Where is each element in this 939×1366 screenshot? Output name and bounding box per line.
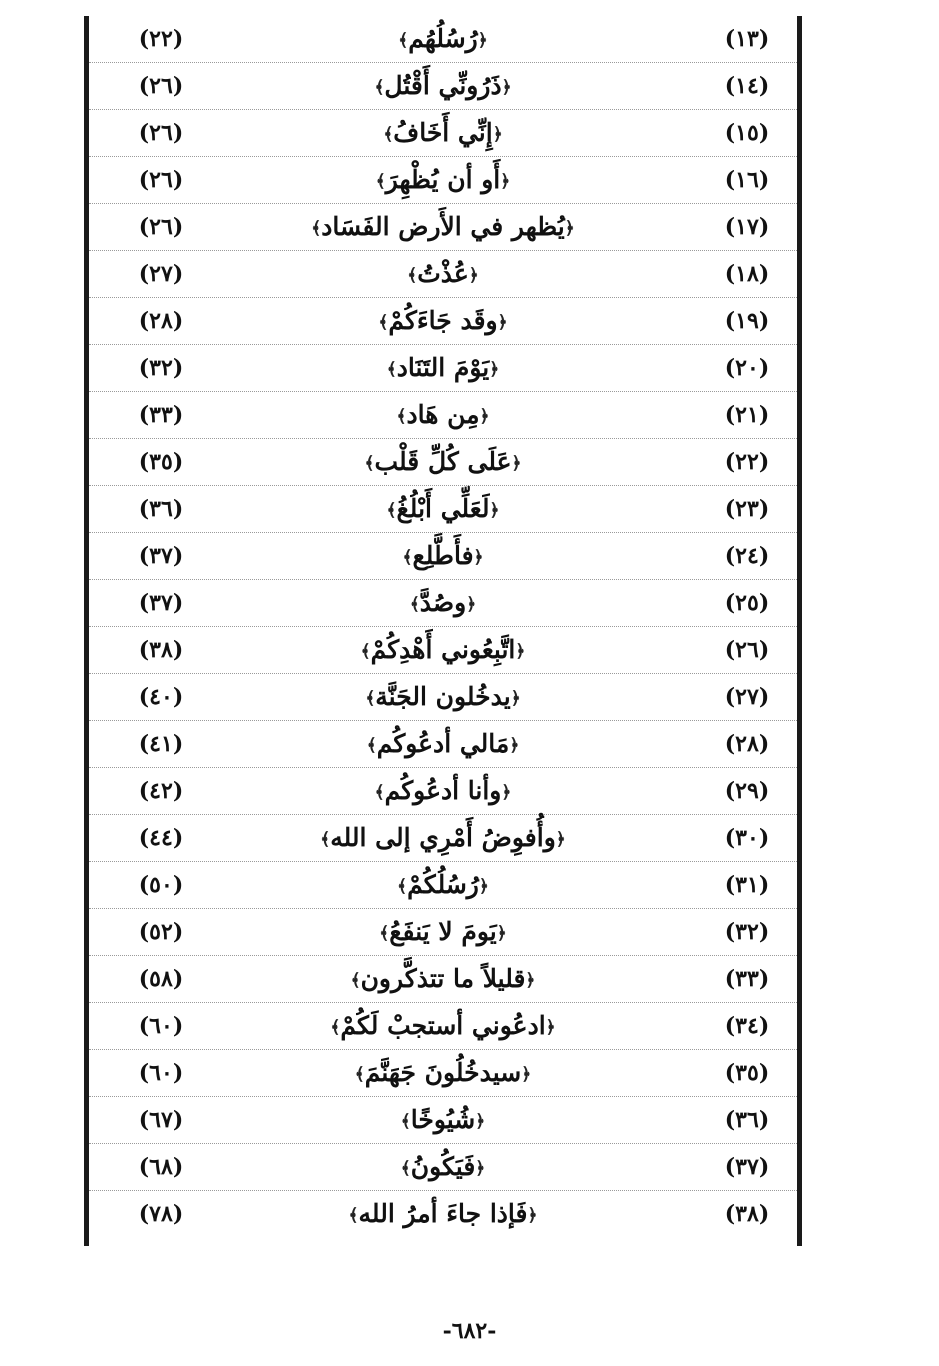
table-row bbox=[89, 298, 797, 345]
entry-number: (٣٢) bbox=[724, 919, 770, 945]
phrase-text: عَلَى كُلِّ قَلْب bbox=[374, 447, 512, 476]
quran-phrase bbox=[239, 956, 647, 1002]
page-ref: (٥٢) bbox=[138, 919, 184, 945]
quran-phrase bbox=[239, 721, 647, 767]
phrase-text: قليلاً ما تتذكَّرون bbox=[360, 964, 526, 993]
ornate-bracket-close: ﴾ bbox=[407, 265, 418, 286]
phrase-text: مِن هَاد bbox=[406, 400, 480, 429]
table-row bbox=[89, 956, 797, 1003]
ornate-bracket-open: ﴿ bbox=[497, 312, 508, 333]
table-row bbox=[89, 815, 797, 862]
quran-phrase bbox=[239, 251, 647, 297]
table-row bbox=[89, 580, 797, 627]
entry-number: (١٤) bbox=[724, 73, 770, 99]
quran-phrase bbox=[239, 909, 647, 955]
phrase-text: رُسُلُهُم bbox=[408, 24, 478, 53]
ornate-bracket-close: ﴾ bbox=[311, 218, 322, 239]
entry-number: (٢٧) bbox=[724, 684, 770, 710]
table-row bbox=[89, 768, 797, 815]
ornate-bracket-close: ﴾ bbox=[375, 171, 386, 192]
ornate-bracket-open: ﴿ bbox=[475, 1158, 486, 1179]
ornate-bracket-close: ﴾ bbox=[386, 359, 397, 380]
phrase-text: ذَرُونِّي أَقْتُل bbox=[384, 71, 502, 100]
entry-number: (٢١) bbox=[724, 402, 770, 428]
table-row bbox=[89, 1097, 797, 1144]
ornate-bracket-open: ﴿ bbox=[510, 688, 521, 709]
page-ref: (٦٠) bbox=[138, 1060, 184, 1086]
phrase-text: يدخُلون الجَنَّة bbox=[375, 682, 511, 711]
phrase-text: يَومَ لا يَنفَعُ bbox=[389, 917, 497, 946]
table-row bbox=[89, 1144, 797, 1191]
entry-number: (١٧) bbox=[724, 214, 770, 240]
ornate-bracket-open: ﴿ bbox=[515, 641, 526, 662]
quran-phrase bbox=[239, 486, 647, 532]
quran-phrase bbox=[239, 345, 647, 391]
ornate-bracket-open: ﴿ bbox=[496, 923, 507, 944]
ornate-bracket-close: ﴾ bbox=[400, 1158, 411, 1179]
entry-number: (٣٨) bbox=[724, 1201, 770, 1227]
quran-phrase bbox=[239, 1050, 647, 1096]
page-ref: (٣٣) bbox=[138, 402, 184, 428]
ornate-bracket-open: ﴿ bbox=[500, 171, 511, 192]
page-ref: (٦٠) bbox=[138, 1013, 184, 1039]
table-row bbox=[89, 63, 797, 110]
page-ref: (٢٢) bbox=[138, 26, 184, 52]
phrase-text: إِنِّي أَخَافُ bbox=[393, 118, 493, 147]
ornate-bracket-open: ﴿ bbox=[479, 406, 490, 427]
ornate-bracket-close: ﴾ bbox=[379, 923, 390, 944]
entry-number: (١٨) bbox=[724, 261, 770, 287]
ornate-bracket-open: ﴿ bbox=[466, 594, 477, 615]
entry-number: (٣٤) bbox=[724, 1013, 770, 1039]
page-ref: (٤١) bbox=[138, 731, 184, 757]
phrase-text: ادعُوني أستجبْ لَكُمْ bbox=[340, 1011, 546, 1040]
ornate-bracket-open: ﴿ bbox=[511, 453, 522, 474]
phrase-text: عُذْتُ bbox=[417, 259, 469, 288]
table-row bbox=[89, 533, 797, 580]
ornate-bracket-open: ﴿ bbox=[501, 77, 512, 98]
phrase-text: لَعَلِّي أَبْلُغُ bbox=[396, 494, 490, 523]
table-row bbox=[89, 627, 797, 674]
quran-phrase bbox=[239, 674, 647, 720]
page-ref: (٢٦) bbox=[138, 167, 184, 193]
quran-phrase bbox=[239, 439, 647, 485]
ornate-bracket-close: ﴾ bbox=[409, 594, 420, 615]
quran-phrase bbox=[239, 1003, 647, 1049]
phrase-text: وصُدَّ bbox=[419, 588, 467, 617]
phrase-text: فَإذا جاءَ أمرُ الله bbox=[358, 1199, 528, 1228]
entry-number: (٢٣) bbox=[724, 496, 770, 522]
ornate-bracket-open: ﴿ bbox=[478, 876, 489, 897]
entry-number: (٢٦) bbox=[724, 637, 770, 663]
page-ref: (٣٦) bbox=[138, 496, 184, 522]
table-row bbox=[89, 862, 797, 909]
table-row bbox=[89, 16, 797, 63]
page-ref: (٤٢) bbox=[138, 778, 184, 804]
ornate-bracket-close: ﴾ bbox=[374, 782, 385, 803]
phrase-text: فَيَكُونُ bbox=[410, 1152, 476, 1181]
phrase-text: شُيُوخًا bbox=[410, 1105, 476, 1134]
table-row bbox=[89, 909, 797, 956]
entry-number: (٢٨) bbox=[724, 731, 770, 757]
ornate-bracket-open: ﴿ bbox=[545, 1017, 556, 1038]
page-ref: (٦٧) bbox=[138, 1107, 184, 1133]
entry-number: (٢٥) bbox=[724, 590, 770, 616]
quran-phrase bbox=[239, 1191, 647, 1237]
ornate-bracket-open: ﴿ bbox=[492, 124, 503, 145]
ornate-bracket-open: ﴿ bbox=[489, 359, 500, 380]
phrase-text: مَالي أدعُوكُم bbox=[376, 729, 510, 758]
ornate-bracket-close: ﴾ bbox=[383, 124, 394, 145]
ornate-bracket-close: ﴾ bbox=[402, 547, 413, 568]
page-ref: (٥٨) bbox=[138, 966, 184, 992]
page-ref: (٧٨) bbox=[138, 1201, 184, 1227]
ornate-bracket-close: ﴾ bbox=[348, 1205, 359, 1226]
table-row bbox=[89, 345, 797, 392]
page-ref: (٣٧) bbox=[138, 543, 184, 569]
ornate-bracket-close: ﴾ bbox=[400, 1111, 411, 1132]
entry-number: (١٥) bbox=[724, 120, 770, 146]
ornate-bracket-open: ﴿ bbox=[489, 500, 500, 521]
entry-number: (٣٧) bbox=[724, 1154, 770, 1180]
quran-phrase bbox=[239, 392, 647, 438]
phrase-text: رُسُلُكُمْ bbox=[407, 870, 479, 899]
ornate-bracket-close: ﴾ bbox=[378, 312, 389, 333]
phrase-text: وأنا أدعُوكُم bbox=[384, 776, 502, 805]
quran-phrase bbox=[239, 862, 647, 908]
phrase-text: أَو أن يُظْهِرَ bbox=[385, 165, 501, 194]
ornate-bracket-close: ﴾ bbox=[360, 641, 371, 662]
quran-phrase bbox=[239, 1097, 647, 1143]
page-ref: (٤٤) bbox=[138, 825, 184, 851]
ornate-bracket-close: ﴾ bbox=[320, 829, 331, 850]
table-row bbox=[89, 674, 797, 721]
page-ref: (٣٨) bbox=[138, 637, 184, 663]
page-ref: (٣٢) bbox=[138, 355, 184, 381]
table-row bbox=[89, 204, 797, 251]
entry-number: (٢٠) bbox=[724, 355, 770, 381]
page-ref: (٢٦) bbox=[138, 73, 184, 99]
quran-phrase bbox=[239, 580, 647, 626]
ornate-bracket-open: ﴿ bbox=[477, 30, 488, 51]
ornate-bracket-open: ﴿ bbox=[564, 218, 575, 239]
phrase-text: سيدخُلُونَ جَهَنَّمَ bbox=[364, 1058, 522, 1087]
ornate-bracket-open: ﴿ bbox=[501, 782, 512, 803]
page-ref: (٢٦) bbox=[138, 214, 184, 240]
phrase-text: يُظهر في الأَرض الفَسَاد bbox=[321, 212, 565, 241]
ornate-bracket-open: ﴿ bbox=[468, 265, 479, 286]
phrase-text: وأُفوِضُ أَمْرِي إلى الله bbox=[330, 823, 556, 852]
ornate-bracket-close: ﴾ bbox=[330, 1017, 341, 1038]
page-ref: (٦٨) bbox=[138, 1154, 184, 1180]
ornate-bracket-close: ﴾ bbox=[364, 453, 375, 474]
quran-phrase bbox=[239, 627, 647, 673]
table-row bbox=[89, 721, 797, 768]
entry-number: (٢٩) bbox=[724, 778, 770, 804]
page-ref: (٣٧) bbox=[138, 590, 184, 616]
entry-number: (٣١) bbox=[724, 872, 770, 898]
page-ref: (٥٠) bbox=[138, 872, 184, 898]
ornate-bracket-open: ﴿ bbox=[521, 1064, 532, 1085]
ornate-bracket-open: ﴿ bbox=[475, 1111, 486, 1132]
entry-number: (١٦) bbox=[724, 167, 770, 193]
ornate-bracket-close: ﴾ bbox=[374, 77, 385, 98]
ornate-bracket-open: ﴿ bbox=[525, 970, 536, 991]
ornate-bracket-close: ﴾ bbox=[386, 500, 397, 521]
ornate-bracket-close: ﴾ bbox=[398, 30, 409, 51]
entry-number: (١٣) bbox=[724, 26, 770, 52]
page-ref: (٤٠) bbox=[138, 684, 184, 710]
ornate-bracket-open: ﴿ bbox=[555, 829, 566, 850]
table-row bbox=[89, 110, 797, 157]
table-row bbox=[89, 392, 797, 439]
quran-phrase bbox=[239, 110, 647, 156]
page-ref: (٢٦) bbox=[138, 120, 184, 146]
page-ref: (٣٥) bbox=[138, 449, 184, 475]
phrase-text: يَوْمَ التَنَاد bbox=[396, 353, 490, 382]
quran-phrase bbox=[239, 1144, 647, 1190]
index-table bbox=[84, 16, 802, 1246]
quran-phrase bbox=[239, 204, 647, 250]
ornate-bracket-close: ﴾ bbox=[397, 876, 408, 897]
quran-phrase bbox=[239, 815, 647, 861]
ornate-bracket-open: ﴿ bbox=[509, 735, 520, 756]
quran-phrase bbox=[239, 63, 647, 109]
entry-number: (٣٠) bbox=[724, 825, 770, 851]
table-row bbox=[89, 1003, 797, 1050]
quran-phrase bbox=[239, 768, 647, 814]
page-number: -٦٨٢- bbox=[442, 1318, 497, 1344]
table-row bbox=[89, 486, 797, 533]
quran-phrase bbox=[239, 157, 647, 203]
ornate-bracket-close: ﴾ bbox=[354, 1064, 365, 1085]
table-row bbox=[89, 157, 797, 204]
quran-phrase bbox=[239, 533, 647, 579]
entry-number: (٣٦) bbox=[724, 1107, 770, 1133]
entry-number: (٢٤) bbox=[724, 543, 770, 569]
table-row bbox=[89, 1050, 797, 1097]
phrase-text: فأَطَّلِع bbox=[412, 541, 474, 570]
ornate-bracket-close: ﴾ bbox=[396, 406, 407, 427]
table-row bbox=[89, 251, 797, 298]
page-ref: (٢٧) bbox=[138, 261, 184, 287]
entry-number: (٣٥) bbox=[724, 1060, 770, 1086]
page-ref: (٢٨) bbox=[138, 308, 184, 334]
phrase-text: وقَد جَاءَكُمْ bbox=[388, 306, 498, 335]
entry-number: (٢٢) bbox=[724, 449, 770, 475]
ornate-bracket-close: ﴾ bbox=[350, 970, 361, 991]
table-row bbox=[89, 439, 797, 486]
quran-phrase bbox=[239, 298, 647, 344]
ornate-bracket-open: ﴿ bbox=[473, 547, 484, 568]
phrase-text: اتَّبِعُوني أَهْدِكُمْ bbox=[370, 635, 516, 664]
ornate-bracket-close: ﴾ bbox=[365, 688, 376, 709]
ornate-bracket-close: ﴾ bbox=[366, 735, 377, 756]
ornate-bracket-open: ﴿ bbox=[527, 1205, 538, 1226]
entry-number: (٣٣) bbox=[724, 966, 770, 992]
table-row bbox=[89, 1191, 797, 1238]
quran-phrase bbox=[239, 16, 647, 62]
entry-number: (١٩) bbox=[724, 308, 770, 334]
